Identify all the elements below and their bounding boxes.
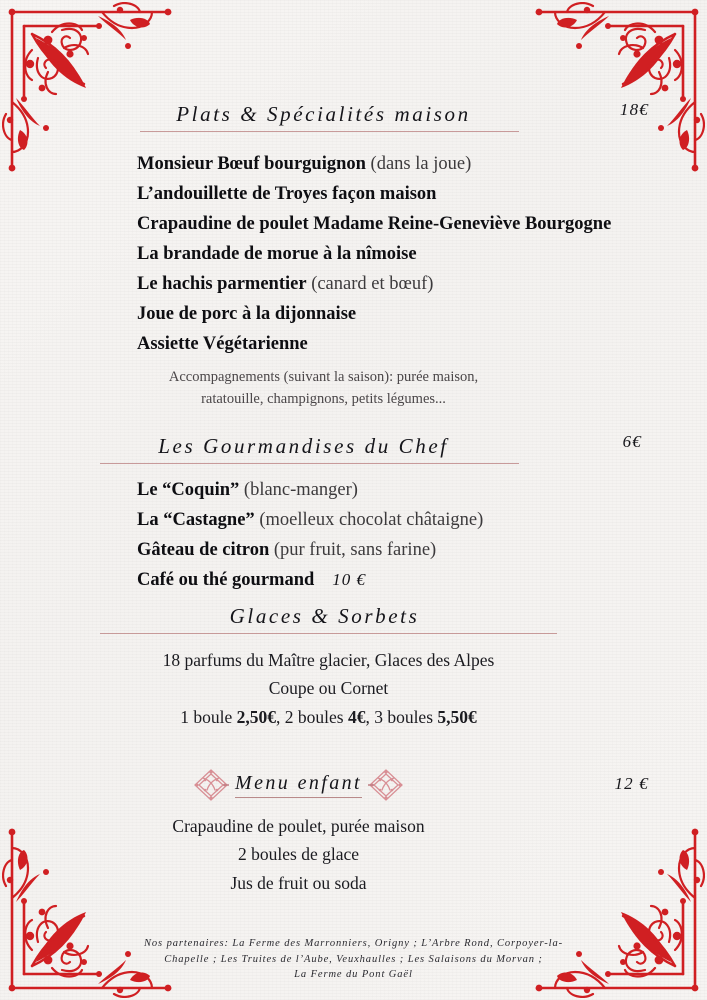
section-plats xyxy=(0,88,707,410)
section-glaces xyxy=(0,598,707,731)
glaces-line: 18 parfums du Maître glacier, Glaces des Alpes xyxy=(162,650,495,670)
menu-enfant-line: 2 boules de glace xyxy=(238,844,359,865)
menu-enfant-header xyxy=(40,762,667,804)
dish-item xyxy=(137,210,667,240)
footer-line-1: Nos partenaires: La Ferme des Marronniers, Origny ; L’Arbre Rond, Corpoyer-la- xyxy=(144,938,563,950)
scoop-price-1: 2,50€ xyxy=(236,706,276,727)
dish-list-gourmandises xyxy=(40,476,667,596)
dish-name: Joue de porc à la dijonnaise xyxy=(137,303,357,324)
glaces-line: Coupe ou Cornet xyxy=(268,678,389,699)
glaces-price-line xyxy=(40,703,617,731)
section-divider-glaces xyxy=(100,633,557,634)
section-divider-gourmandises xyxy=(100,463,519,464)
section-price-plats: 18€ xyxy=(619,100,649,119)
dish-item xyxy=(137,566,667,596)
section-gourmandises xyxy=(0,420,707,596)
dish-description: (dans la joue) xyxy=(365,154,472,174)
menu-enfant-title-wrap xyxy=(40,768,557,802)
menu-enfant-line: Crapaudine de poulet, purée maison xyxy=(172,816,425,836)
dish-list-plats xyxy=(40,150,667,360)
dish-name: L’andouillette de Troyes façon maison xyxy=(137,183,437,204)
section-title-gourmandises: Les Gourmandises du Chef xyxy=(158,434,449,458)
dish-item xyxy=(137,180,667,210)
menu-enfant-line: Jus de fruit ou soda xyxy=(230,872,367,893)
diamond-ornament-left-icon xyxy=(193,768,229,802)
scoop-qty-3: , 3 boules xyxy=(365,706,438,727)
glaces-lines xyxy=(40,646,667,731)
dish-inline-price: 10 € xyxy=(332,569,367,589)
section-header-plats xyxy=(40,88,667,132)
section-divider-plats xyxy=(140,131,519,132)
dish-name: Assiette Végétarienne xyxy=(137,333,308,354)
footer-partners xyxy=(0,936,707,982)
section-menu-enfant xyxy=(0,762,707,897)
dish-item xyxy=(137,506,667,536)
dish-name: Crapaudine de poulet Madame Reine-Geneviève Bourgogne xyxy=(137,213,612,234)
scoop-price-3: 5,50€ xyxy=(437,706,477,727)
dish-item xyxy=(137,330,667,360)
dish-description: (moelleux chocolat châtaigne) xyxy=(254,509,484,530)
dish-item xyxy=(137,536,667,566)
menu-enfant-title: Menu enfant xyxy=(235,772,362,798)
dish-item xyxy=(137,270,667,300)
dish-description: (canard et bœuf) xyxy=(306,273,434,294)
accompaniments-note xyxy=(40,366,667,410)
diamond-ornament-right-icon xyxy=(368,768,404,802)
dish-name: La brandade de morue à la nîmoise xyxy=(137,243,417,264)
section-price-gourmandises: 6€ xyxy=(622,432,642,451)
dish-name: Gâteau de citron xyxy=(137,539,270,560)
footer-line-3: La Ferme du Pont Gaël xyxy=(294,968,413,980)
dish-name: La “Castagne” xyxy=(137,509,255,530)
dish-item xyxy=(137,476,667,506)
scoop-qty-2: , 2 boules xyxy=(275,706,348,727)
scoop-qty-1: 1 boule xyxy=(180,706,237,727)
dish-item xyxy=(137,150,667,180)
footer-line-2: Chapelle ; Les Truites de l’Aube, Veuxhaulles ; Les Salaisons du Morvan ; xyxy=(164,953,543,965)
menu-enfant-price: 12 € xyxy=(614,774,649,793)
scoop-price-2: 4€ xyxy=(347,706,366,727)
dish-name: Le hachis parmentier xyxy=(137,273,307,294)
dish-item xyxy=(137,300,667,330)
section-title-plats: Plats & Spécialités maison xyxy=(176,102,471,126)
menu-enfant-lines xyxy=(40,812,667,897)
section-title-glaces: Glaces & Sorbets xyxy=(229,604,420,628)
dish-description: (pur fruit, sans farine) xyxy=(269,539,437,560)
section-header-glaces xyxy=(40,598,667,634)
dish-name: Café ou thé gourmand xyxy=(137,569,315,590)
dish-name: Le “Coquin” xyxy=(137,480,240,500)
dish-description: (blanc-manger) xyxy=(239,480,358,500)
section-header-gourmandises xyxy=(40,420,667,464)
accompaniments-note-line-1: Accompagnements (suivant la saison): purée maison, xyxy=(168,368,479,385)
dish-name: Monsieur Bœuf bourguignon xyxy=(137,154,366,174)
accompaniments-note-line-2: ratatouille, champignons, petits légumes... xyxy=(201,390,446,407)
dish-item xyxy=(137,240,667,270)
